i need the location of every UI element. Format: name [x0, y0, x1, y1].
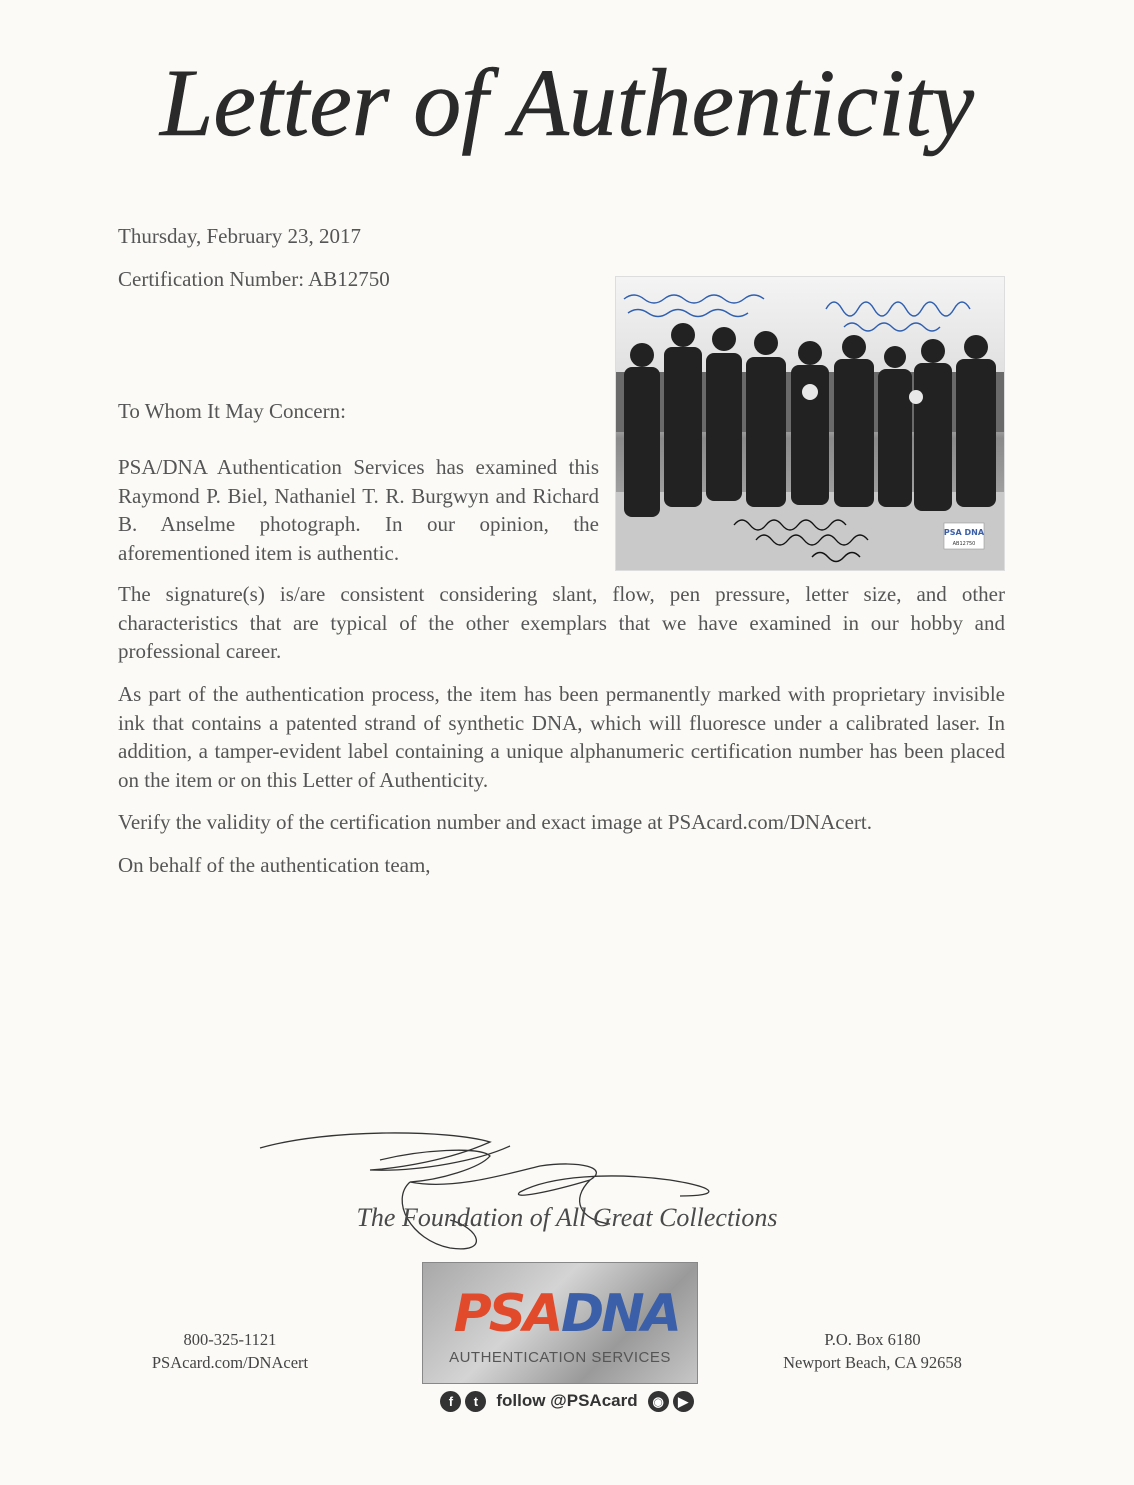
contact-right [765, 1328, 980, 1374]
svg-text:AB12750: AB12750 [952, 541, 976, 547]
letter-title [0, 40, 1134, 170]
phone-number: 800-325-1121 [183, 1330, 277, 1349]
contact-left [140, 1328, 320, 1374]
youtube-icon[interactable]: ▶ [673, 1391, 694, 1412]
behalf-text: On behalf of the authentication team, [118, 853, 431, 877]
facebook-icon[interactable]: f [440, 1391, 461, 1412]
greeting: To Whom It May Concern: [118, 399, 346, 423]
verify-text: Verify the validity of the certification number and exact image at PSAcard.com/DNAcert. [118, 810, 872, 834]
paragraph-signature: The signature(s) is/are consistent considering slant, flow, pen pressure, letter size, and other characteristics that are typical of the other exemplars that we have examined in our hobby and professional career. [118, 582, 1005, 663]
po-box: P.O. Box 6180 [824, 1330, 921, 1349]
svg-text:PSA DNA: PSA DNA [943, 528, 985, 537]
paragraph-process: As part of the authentication process, the item has been permanently marked with proprietary invisible ink that contains a patented strand of synthetic DNA, which will fluoresce under a calibrated laser. In addition, a tamper-evident label containing a unique alphanumeric certification number has been placed on the item or on this Letter of Authenticity. [118, 682, 1005, 792]
tagline: The Foundation of All Great Collections [356, 1203, 778, 1232]
twitter-icon[interactable]: t [465, 1391, 486, 1412]
letter-date: Thursday, February 23, 2017 [118, 224, 362, 248]
letter-title-script [0, 40, 1134, 170]
psa-dna-sticker [944, 523, 985, 549]
website-link[interactable]: PSAcard.com/DNAcert [151, 1353, 309, 1372]
certification-number: Certification Number: AB12750 [118, 267, 390, 291]
authenticated-photo [615, 276, 1005, 571]
instagram-icon[interactable]: ◉ [648, 1391, 669, 1412]
psa-dna-logo [422, 1262, 698, 1384]
logo-psa-text: PSA [453, 1284, 561, 1344]
handwritten-signature [250, 1120, 750, 1280]
logo-subtitle: AUTHENTICATION SERVICES [449, 1349, 671, 1366]
paragraph-examined: PSA/DNA Authentication Services has examined this Raymond P. Biel, Nathaniel T. R. Burgwyn and Richard B. Anselme photograph. In our opinion, the aforementioned item is authentic. [118, 455, 599, 565]
group-photo-image [616, 277, 1004, 570]
city-address: Newport Beach, CA 92658 [783, 1353, 962, 1372]
title-text: Letter of Authenticity [159, 49, 975, 156]
social-bar [0, 1386, 1134, 1416]
follow-text[interactable]: follow @PSAcard [496, 1391, 638, 1410]
logo-dna-text: DNA [561, 1284, 679, 1344]
